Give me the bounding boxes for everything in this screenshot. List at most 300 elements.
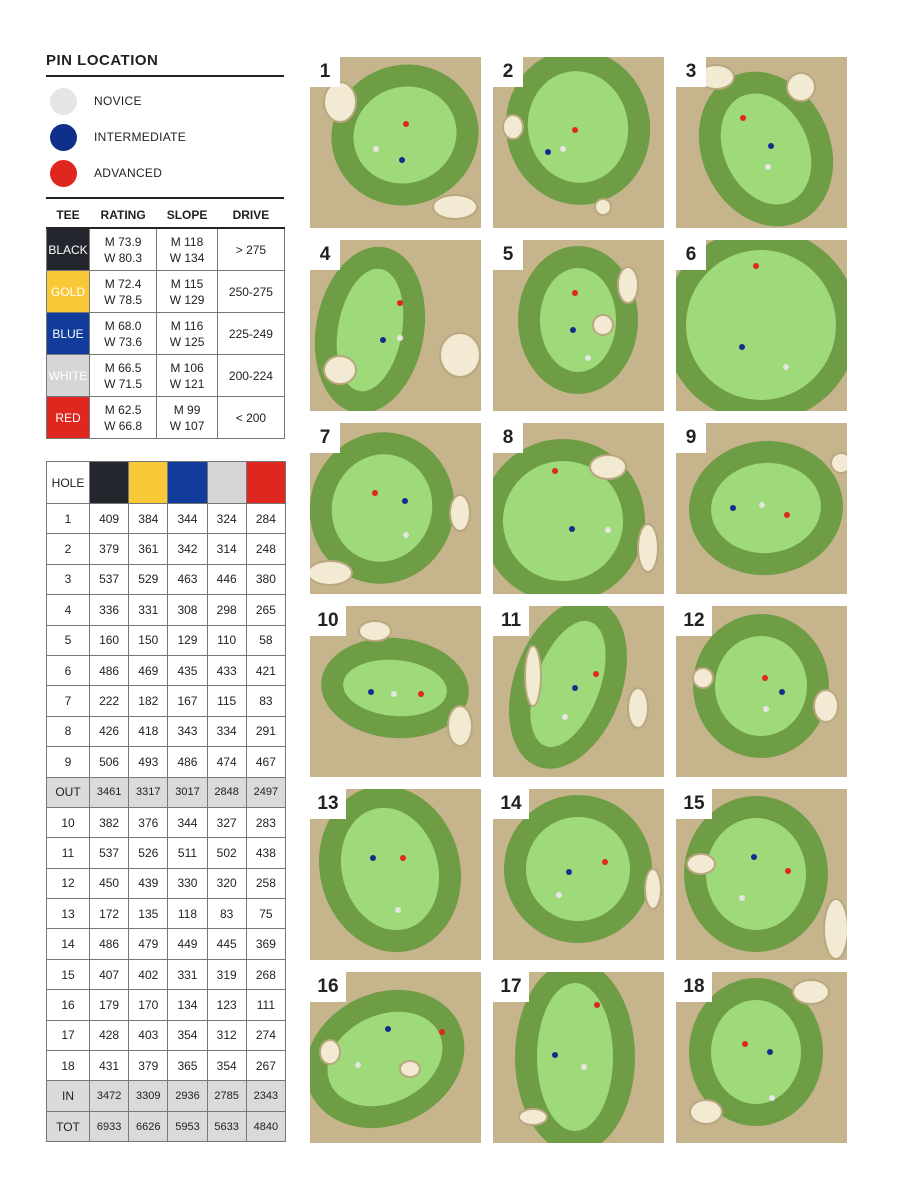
bunker xyxy=(359,621,391,641)
yardage-cell: 2785 xyxy=(207,1081,246,1111)
yardage-cell: 170 xyxy=(129,990,168,1020)
yardage-cell: 320 xyxy=(207,868,246,898)
yardage-cell: 446 xyxy=(207,564,246,594)
yardage-cell: 361 xyxy=(129,534,168,564)
advanced-pin xyxy=(397,300,403,306)
hole-row xyxy=(47,807,286,837)
hole-row xyxy=(47,1020,286,1050)
hole-row xyxy=(47,504,286,534)
bunker xyxy=(324,356,356,384)
tee-row-white xyxy=(47,355,285,397)
tee-name-label: GOLD xyxy=(50,284,85,299)
hole-number: 12 xyxy=(47,868,90,898)
yardage-cell: 342 xyxy=(168,534,207,564)
yardage-cell: 314 xyxy=(207,534,246,564)
tee-name xyxy=(47,313,90,355)
yardage-cell: 3017 xyxy=(168,777,207,807)
yardage-cell: 409 xyxy=(90,504,129,534)
hole-row xyxy=(47,686,286,716)
bunker xyxy=(693,668,713,688)
tee-drive: > 275 xyxy=(217,228,284,271)
yardage-cell: 274 xyxy=(246,1020,285,1050)
bunker xyxy=(448,706,472,746)
tee-row-red xyxy=(47,397,285,439)
hole-number-label: 13 xyxy=(310,789,346,819)
bunker xyxy=(618,267,638,303)
intermediate-pin xyxy=(370,855,376,861)
hole-row xyxy=(47,747,286,777)
tee-row-black xyxy=(47,228,285,271)
bunker xyxy=(595,199,611,215)
advanced-pin xyxy=(742,1041,748,1047)
yardage-cell: 265 xyxy=(246,595,285,625)
novice-pin xyxy=(403,532,409,538)
slope-men: M 99 xyxy=(173,402,201,417)
hole-map xyxy=(676,240,847,411)
slope-women: W 121 xyxy=(169,376,205,391)
advanced-pin xyxy=(403,121,409,127)
advanced-pin xyxy=(762,675,768,681)
bunker xyxy=(593,315,613,335)
yardage-cell: 111 xyxy=(246,990,285,1020)
hole-number: 14 xyxy=(47,929,90,959)
advanced-pin-dot xyxy=(50,160,77,187)
intermediate-pin-dot xyxy=(50,124,77,151)
yardage-cell: 319 xyxy=(207,959,246,989)
hole-map xyxy=(493,606,664,777)
yardage-cell: 506 xyxy=(90,747,129,777)
advanced-pin xyxy=(740,115,746,121)
hole-number-label: 2 xyxy=(493,57,523,87)
novice-pin-dot xyxy=(50,88,77,115)
hole-row xyxy=(47,625,286,655)
hole-number: TOT xyxy=(47,1111,90,1141)
yardage-cell: 283 xyxy=(246,807,285,837)
summary-row xyxy=(47,1111,286,1141)
yardage-cell: 450 xyxy=(90,868,129,898)
hole-number: 13 xyxy=(47,899,90,929)
yardage-cell: 179 xyxy=(90,990,129,1020)
hole-row xyxy=(47,655,286,685)
advanced-pin xyxy=(593,671,599,677)
tee-slope xyxy=(157,397,218,439)
hole-number: 3 xyxy=(47,564,90,594)
hole-map xyxy=(310,606,481,777)
rating-men: M 72.4 xyxy=(104,276,142,291)
rating-women: W 80.3 xyxy=(104,250,143,265)
novice-pin xyxy=(397,335,403,341)
yardage-cell: 511 xyxy=(168,838,207,868)
tee-slope xyxy=(157,313,218,355)
slope-men: M 115 xyxy=(170,276,204,291)
yardage-cell: 435 xyxy=(168,655,207,685)
putting-green xyxy=(715,636,807,736)
yardage-cell: 474 xyxy=(207,747,246,777)
yardage-cell: 439 xyxy=(129,868,168,898)
slope-men: M 106 xyxy=(170,360,204,375)
tee-drive: < 200 xyxy=(217,397,284,439)
hole-map xyxy=(310,972,481,1143)
rating-men: M 73.9 xyxy=(104,234,142,249)
yardage-cell: 428 xyxy=(90,1020,129,1050)
yardage-cell: 433 xyxy=(207,655,246,685)
novice-pin xyxy=(585,355,591,361)
tee-name xyxy=(47,271,90,313)
yardage-cell: 467 xyxy=(246,747,285,777)
yardage-cell: 83 xyxy=(246,686,285,716)
legend-label: ADVANCED xyxy=(94,166,163,180)
intermediate-pin xyxy=(768,143,774,149)
hole-row xyxy=(47,534,286,564)
yardage-cell: 150 xyxy=(129,625,168,655)
novice-pin xyxy=(355,1062,361,1068)
hole-number-label: 14 xyxy=(493,789,529,819)
rating-men: M 66.5 xyxy=(104,360,142,375)
novice-pin xyxy=(765,164,771,170)
hole-map xyxy=(676,972,847,1143)
advanced-pin xyxy=(439,1029,445,1035)
hole-number-label: 3 xyxy=(676,57,706,87)
slope-men: M 116 xyxy=(170,318,204,333)
slope-women: W 107 xyxy=(169,418,205,433)
bunker xyxy=(690,1100,722,1124)
yardage-cell: 418 xyxy=(129,716,168,746)
yardage-cell: 344 xyxy=(168,504,207,534)
hole-number: 16 xyxy=(47,990,90,1020)
yardage-cell: 537 xyxy=(90,564,129,594)
hole-number-label: 16 xyxy=(310,972,346,1002)
novice-pin xyxy=(763,706,769,712)
hole-number-label: 4 xyxy=(310,240,340,270)
hole-map xyxy=(493,423,664,594)
legend-item-novice xyxy=(46,83,284,119)
header-drive: DRIVE xyxy=(217,203,284,228)
yardage-cell: 379 xyxy=(90,534,129,564)
putting-green xyxy=(711,1000,801,1104)
intermediate-pin xyxy=(385,1026,391,1032)
hole-map xyxy=(493,240,664,411)
scorecard-table xyxy=(46,461,286,1142)
rating-women: W 78.5 xyxy=(104,292,143,307)
hole-number-label: 8 xyxy=(493,423,523,453)
yardage-cell: 486 xyxy=(90,655,129,685)
tee-name-label: BLACK xyxy=(48,242,88,257)
yardage-cell: 402 xyxy=(129,959,168,989)
advanced-pin xyxy=(418,691,424,697)
tee-name-label: BLUE xyxy=(52,326,84,341)
tee-name-label: RED xyxy=(55,410,81,425)
hole-number-label: 6 xyxy=(676,240,706,270)
tee-row-gold xyxy=(47,271,285,313)
yardage-cell: 365 xyxy=(168,1051,207,1081)
yardage-cell: 2343 xyxy=(246,1081,285,1111)
yardage-cell: 115 xyxy=(207,686,246,716)
yardage-cell: 369 xyxy=(246,929,285,959)
hole-number: 7 xyxy=(47,686,90,716)
yardage-cell: 298 xyxy=(207,595,246,625)
hole-row xyxy=(47,564,286,594)
tee-row-blue xyxy=(47,313,285,355)
novice-pin xyxy=(769,1095,775,1101)
tee-color-swatch xyxy=(90,462,129,504)
putting-green xyxy=(537,983,613,1131)
yardage-cell: 267 xyxy=(246,1051,285,1081)
rating-women: W 73.6 xyxy=(104,334,143,349)
hole-number: OUT xyxy=(47,777,90,807)
yardage-cell: 222 xyxy=(90,686,129,716)
rating-men: M 68.0 xyxy=(104,318,142,333)
bunker xyxy=(787,73,815,101)
bunker xyxy=(433,195,477,219)
yardage-cell: 83 xyxy=(207,899,246,929)
hole-number: 18 xyxy=(47,1051,90,1081)
yardage-cell: 354 xyxy=(168,1020,207,1050)
hole-map xyxy=(676,57,847,228)
tee-rating xyxy=(90,313,157,355)
tee-name xyxy=(47,397,90,439)
hole-map xyxy=(676,789,847,960)
advanced-pin xyxy=(552,468,558,474)
yardage-cell: 4840 xyxy=(246,1111,285,1141)
yardage-cell: 2497 xyxy=(246,777,285,807)
rating-women: W 66.8 xyxy=(104,418,143,433)
bunker xyxy=(400,1061,420,1077)
advanced-pin xyxy=(785,868,791,874)
hole-map xyxy=(310,240,481,411)
yardage-cell: 426 xyxy=(90,716,129,746)
novice-pin xyxy=(391,691,397,697)
hole-number-label: 1 xyxy=(310,57,340,87)
yardage-cell: 324 xyxy=(207,504,246,534)
hole-number: 15 xyxy=(47,959,90,989)
yardage-cell: 334 xyxy=(207,716,246,746)
tee-name xyxy=(47,355,90,397)
advanced-pin xyxy=(400,855,406,861)
hole-row xyxy=(47,868,286,898)
intermediate-pin xyxy=(368,689,374,695)
yardage-cell: 379 xyxy=(129,1051,168,1081)
hole-number: 11 xyxy=(47,838,90,868)
yardage-cell: 3309 xyxy=(129,1081,168,1111)
hole-map xyxy=(310,57,481,228)
intermediate-pin xyxy=(779,689,785,695)
tee-table-header xyxy=(47,203,285,228)
hole-map xyxy=(310,423,481,594)
yardage-cell: 529 xyxy=(129,564,168,594)
advanced-pin xyxy=(753,263,759,269)
bunker xyxy=(503,115,523,139)
hole-map xyxy=(493,789,664,960)
intermediate-pin xyxy=(570,327,576,333)
intermediate-pin xyxy=(569,526,575,532)
novice-pin xyxy=(739,895,745,901)
hole-row xyxy=(47,838,286,868)
bunker xyxy=(519,1109,547,1125)
intermediate-pin xyxy=(566,869,572,875)
advanced-pin xyxy=(572,127,578,133)
hole-number-label: 9 xyxy=(676,423,706,453)
yardage-cell: 248 xyxy=(246,534,285,564)
intermediate-pin xyxy=(730,505,736,511)
yardage-cell: 123 xyxy=(207,990,246,1020)
bunker xyxy=(831,453,847,473)
tee-drive: 200-224 xyxy=(217,355,284,397)
yardage-cell: 486 xyxy=(168,747,207,777)
hole-map xyxy=(493,57,664,228)
hole-number: 17 xyxy=(47,1020,90,1050)
advanced-pin xyxy=(372,490,378,496)
header-tee: TEE xyxy=(47,203,90,228)
hole-number: 1 xyxy=(47,504,90,534)
bunker xyxy=(645,869,661,909)
tee-slope xyxy=(157,271,218,313)
yardage-cell: 167 xyxy=(168,686,207,716)
yardage-cell: 354 xyxy=(207,1051,246,1081)
tee-color-swatch xyxy=(207,462,246,504)
yardage-cell: 160 xyxy=(90,625,129,655)
hole-number-label: 10 xyxy=(310,606,346,636)
tee-color-swatch xyxy=(129,462,168,504)
legend-divider xyxy=(46,197,284,199)
yardage-cell: 502 xyxy=(207,838,246,868)
yardage-cell: 327 xyxy=(207,807,246,837)
bunker xyxy=(440,333,480,377)
yardage-cell: 343 xyxy=(168,716,207,746)
yardage-cell: 407 xyxy=(90,959,129,989)
yardage-cell: 330 xyxy=(168,868,207,898)
hole-row xyxy=(47,929,286,959)
yardage-cell: 449 xyxy=(168,929,207,959)
yardage-cell: 284 xyxy=(246,504,285,534)
yardage-cell: 75 xyxy=(246,899,285,929)
bunker xyxy=(793,980,829,1004)
yardage-cell: 6626 xyxy=(129,1111,168,1141)
yardage-cell: 336 xyxy=(90,595,129,625)
tee-name xyxy=(47,228,90,271)
scorecard-header xyxy=(47,462,286,504)
yardage-cell: 172 xyxy=(90,899,129,929)
tee-ratings-table xyxy=(46,203,285,439)
hole-map xyxy=(676,423,847,594)
bunker xyxy=(450,495,470,531)
tee-rating xyxy=(90,397,157,439)
bunker xyxy=(310,561,352,585)
yardage-cell: 463 xyxy=(168,564,207,594)
legend-title: PIN LOCATION xyxy=(46,52,284,77)
hole-number-label: 12 xyxy=(676,606,712,636)
yardage-cell: 469 xyxy=(129,655,168,685)
rating-men: M 62.5 xyxy=(104,402,142,417)
yardage-cell: 291 xyxy=(246,716,285,746)
novice-pin xyxy=(783,364,789,370)
tee-rating xyxy=(90,355,157,397)
summary-row xyxy=(47,777,286,807)
yardage-cell: 331 xyxy=(168,959,207,989)
yardage-cell: 376 xyxy=(129,807,168,837)
yardage-cell: 344 xyxy=(168,807,207,837)
intermediate-pin xyxy=(751,854,757,860)
yardage-cell: 312 xyxy=(207,1020,246,1050)
advanced-pin xyxy=(572,290,578,296)
yardage-cell: 526 xyxy=(129,838,168,868)
hole-row xyxy=(47,959,286,989)
yardage-cell: 431 xyxy=(90,1051,129,1081)
yardage-cell: 382 xyxy=(90,807,129,837)
bunker xyxy=(320,1040,340,1064)
yardage-cell: 537 xyxy=(90,838,129,868)
hole-number: 10 xyxy=(47,807,90,837)
hole-header: HOLE xyxy=(47,462,90,504)
hole-number: 8 xyxy=(47,716,90,746)
hole-number-label: 5 xyxy=(493,240,523,270)
hole-number: 2 xyxy=(47,534,90,564)
hole-map xyxy=(676,606,847,777)
hole-number: IN xyxy=(47,1081,90,1111)
hole-number-label: 18 xyxy=(676,972,712,1002)
hole-map xyxy=(310,789,481,960)
hole-number-label: 7 xyxy=(310,423,340,453)
hole-number-label: 15 xyxy=(676,789,712,819)
intermediate-pin xyxy=(767,1049,773,1055)
yardage-cell: 5953 xyxy=(168,1111,207,1141)
tee-drive: 250-275 xyxy=(217,271,284,313)
bunker xyxy=(824,899,847,959)
yardage-cell: 2848 xyxy=(207,777,246,807)
yardage-cell: 445 xyxy=(207,929,246,959)
putting-green xyxy=(686,250,836,400)
hole-map xyxy=(493,972,664,1143)
novice-pin xyxy=(562,714,568,720)
hole-row xyxy=(47,899,286,929)
yardage-cell: 3317 xyxy=(129,777,168,807)
yardage-cell: 493 xyxy=(129,747,168,777)
bunker xyxy=(525,646,541,706)
advanced-pin xyxy=(602,859,608,865)
hole-row xyxy=(47,716,286,746)
yardage-cell: 129 xyxy=(168,625,207,655)
slope-women: W 125 xyxy=(169,334,205,349)
intermediate-pin xyxy=(399,157,405,163)
yardage-cell: 403 xyxy=(129,1020,168,1050)
hole-number: 9 xyxy=(47,747,90,777)
yardage-cell: 380 xyxy=(246,564,285,594)
yardage-cell: 2936 xyxy=(168,1081,207,1111)
tee-rating xyxy=(90,228,157,271)
yardage-cell: 421 xyxy=(246,655,285,685)
yardage-cell: 182 xyxy=(129,686,168,716)
novice-pin xyxy=(556,892,562,898)
yardage-cell: 3461 xyxy=(90,777,129,807)
advanced-pin xyxy=(784,512,790,518)
novice-pin xyxy=(759,502,765,508)
hole-row xyxy=(47,1051,286,1081)
hole-number: 6 xyxy=(47,655,90,685)
novice-pin xyxy=(373,146,379,152)
hole-row xyxy=(47,595,286,625)
rating-women: W 71.5 xyxy=(104,376,143,391)
yardage-cell: 5633 xyxy=(207,1111,246,1141)
tee-color-swatch xyxy=(168,462,207,504)
tee-slope xyxy=(157,228,218,271)
yardage-cell: 6933 xyxy=(90,1111,129,1141)
yardage-cell: 268 xyxy=(246,959,285,989)
bunker xyxy=(638,524,658,572)
hole-number-label: 11 xyxy=(493,606,529,636)
intermediate-pin xyxy=(552,1052,558,1058)
summary-row xyxy=(47,1081,286,1111)
hole-number-label: 17 xyxy=(493,972,529,1002)
yardage-cell: 118 xyxy=(168,899,207,929)
